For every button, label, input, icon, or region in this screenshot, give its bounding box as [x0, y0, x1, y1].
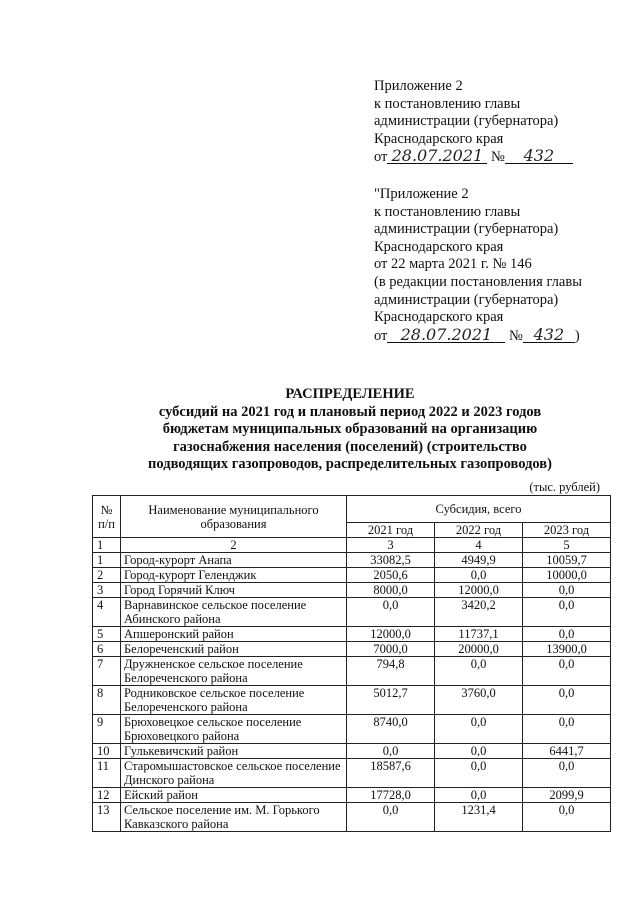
closing-paren: ) [574, 327, 580, 344]
municipality-name: Дружненское сельское поселение Белореченского района [121, 657, 347, 686]
subsidy-2021: 0,0 [347, 598, 435, 627]
appendix-line: администрации (губернатора) [374, 221, 559, 238]
subsidy-2023: 0,0 [523, 686, 611, 715]
appendix-line: Приложение 2 [374, 78, 463, 94]
col-number: 3 [347, 538, 435, 553]
subsidy-2021: 17728,0 [347, 788, 435, 803]
unit-label: (тыс. рублей) [529, 480, 600, 494]
appendix-block [374, 78, 582, 345]
subsidy-2022: 0,0 [435, 715, 523, 744]
row-number: 7 [93, 657, 121, 686]
col-number: 4 [435, 538, 523, 553]
subsidy-2021: 5012,7 [347, 686, 435, 715]
table-row [93, 568, 611, 583]
number-label: № [509, 327, 523, 344]
table-row [93, 759, 611, 788]
header-num: № п/п [93, 496, 121, 538]
row-number: 4 [93, 598, 121, 627]
subsidy-2021: 794,8 [347, 657, 435, 686]
subsidy-2023: 2099,9 [523, 788, 611, 803]
appendix-date-line [374, 324, 582, 346]
col-number: 5 [523, 538, 611, 553]
handwritten-date: 28.07.2021 [387, 148, 487, 164]
row-number: 2 [93, 568, 121, 583]
table-row [93, 744, 611, 759]
header-year: 2021 год [347, 523, 435, 538]
subsidy-2023: 0,0 [523, 627, 611, 642]
table-row [93, 598, 611, 627]
table-row [93, 642, 611, 657]
subsidy-2022: 3760,0 [435, 686, 523, 715]
municipality-name: Апшеронский район [121, 627, 347, 642]
table-row [93, 627, 611, 642]
municipality-name: Варнавинское сельское поселение Абинского района [121, 598, 347, 627]
row-number: 12 [93, 788, 121, 803]
appendix-line: Краснодарского края [374, 238, 504, 255]
municipality-name: Город Горячий Ключ [121, 583, 347, 598]
col-number: 2 [121, 538, 347, 553]
row-number: 11 [93, 759, 121, 788]
appendix-date-line [374, 148, 582, 167]
title-line: бюджетам муниципальных образований на организацию [162, 421, 538, 438]
row-number: 1 [93, 553, 121, 568]
subsidy-2023: 0,0 [523, 657, 611, 686]
subsidy-2023: 6441,7 [523, 744, 611, 759]
municipality-name: Родниковское сельское поселение Белореченского района [121, 686, 347, 715]
row-number: 8 [93, 686, 121, 715]
subsidy-2022: 0,0 [435, 788, 523, 803]
subsidy-2022: 4949,9 [435, 553, 523, 568]
row-number: 13 [93, 803, 121, 832]
from-label: от [374, 327, 388, 344]
subsidy-2023: 0,0 [523, 598, 611, 627]
document-title [60, 386, 640, 474]
handwritten-number: 432 [523, 327, 575, 343]
subsidy-2021: 12000,0 [347, 627, 435, 642]
appendix-line: от 22 марта 2021 г. № 146 [374, 256, 532, 273]
subsidy-2022: 3420,2 [435, 598, 523, 627]
municipality-name: Старомышастовское сельское поселение Динского района [121, 759, 347, 788]
header-year: 2022 год [435, 523, 523, 538]
appendix-line: Краснодарского края [374, 309, 504, 326]
subsidy-2022: 11737,1 [435, 627, 523, 642]
municipality-name: Гулькевичский район [121, 744, 347, 759]
subsidy-2023: 0,0 [523, 715, 611, 744]
row-number: 10 [93, 744, 121, 759]
table-row [93, 788, 611, 803]
table-row [93, 803, 611, 832]
subsidy-2022: 12000,0 [435, 583, 523, 598]
subsidy-2022: 20000,0 [435, 642, 523, 657]
title-line: субсидий на 2021 год и плановый период 2022 и 2023 годов [158, 403, 542, 420]
title-line: подводящих газопроводов, распределительных газопроводов) [148, 456, 552, 473]
row-number: 3 [93, 583, 121, 598]
table-row [93, 657, 611, 686]
subsidy-2021: 2050,6 [347, 568, 435, 583]
subsidy-table [92, 495, 611, 832]
subsidy-2021: 33082,5 [347, 553, 435, 568]
row-number: 9 [93, 715, 121, 744]
table-row [93, 686, 611, 715]
col-number: 1 [93, 538, 121, 553]
appendix-line: администрации (губернатора) [374, 113, 559, 130]
appendix-line: (в редакции постановления главы [374, 273, 582, 290]
subsidy-2021: 8000,0 [347, 583, 435, 598]
subsidy-2022: 1231,4 [435, 803, 523, 832]
appendix-line: к постановлению главы [374, 95, 521, 112]
subsidy-2022: 0,0 [435, 744, 523, 759]
municipality-name: Белореченский район [121, 642, 347, 657]
header-name: Наименование муниципального образования [121, 496, 347, 538]
appendix-line: к постановлению главы [374, 203, 521, 220]
subsidy-2021: 8740,0 [347, 715, 435, 744]
title-line: газоснабжения населения (поселений) (строительство [173, 438, 527, 455]
handwritten-number: 432 [505, 148, 573, 164]
handwritten-date: 28.07.2021 [387, 327, 505, 343]
appendix-line: Краснодарского края [374, 130, 504, 147]
municipality-name: Сельское поселение им. М. Горького Кавказского района [121, 803, 347, 832]
title-heading: РАСПРЕДЕЛЕНИЕ [285, 386, 415, 402]
subsidy-2021: 0,0 [347, 744, 435, 759]
row-number: 6 [93, 642, 121, 657]
municipality-name: Город-курорт Анапа [121, 553, 347, 568]
subsidy-2022: 0,0 [435, 759, 523, 788]
appendix-line: "Приложение 2 [374, 185, 469, 202]
subsidy-2021: 7000,0 [347, 642, 435, 657]
table-row [93, 553, 611, 568]
subsidy-2021: 0,0 [347, 803, 435, 832]
subsidy-2021: 18587,6 [347, 759, 435, 788]
subsidy-2022: 0,0 [435, 568, 523, 583]
header-subsidy: Субсидия, всего [347, 496, 611, 523]
table-row [93, 715, 611, 744]
subsidy-2023: 10059,7 [523, 553, 611, 568]
header-year: 2023 год [523, 523, 611, 538]
subsidy-2023: 13900,0 [523, 642, 611, 657]
municipality-name: Ейский район [121, 788, 347, 803]
subsidy-2022: 0,0 [435, 657, 523, 686]
from-label: от [374, 149, 388, 166]
table-row [93, 583, 611, 598]
subsidy-2023: 0,0 [523, 803, 611, 832]
subsidy-2023: 10000,0 [523, 568, 611, 583]
municipality-name: Город-курорт Геленджик [121, 568, 347, 583]
subsidy-2023: 0,0 [523, 583, 611, 598]
appendix-line: администрации (губернатора) [374, 291, 559, 308]
municipality-name: Брюховецкое сельское поселение Брюховецкого района [121, 715, 347, 744]
subsidy-2023: 0,0 [523, 759, 611, 788]
row-number: 5 [93, 627, 121, 642]
number-label: № [491, 149, 505, 166]
